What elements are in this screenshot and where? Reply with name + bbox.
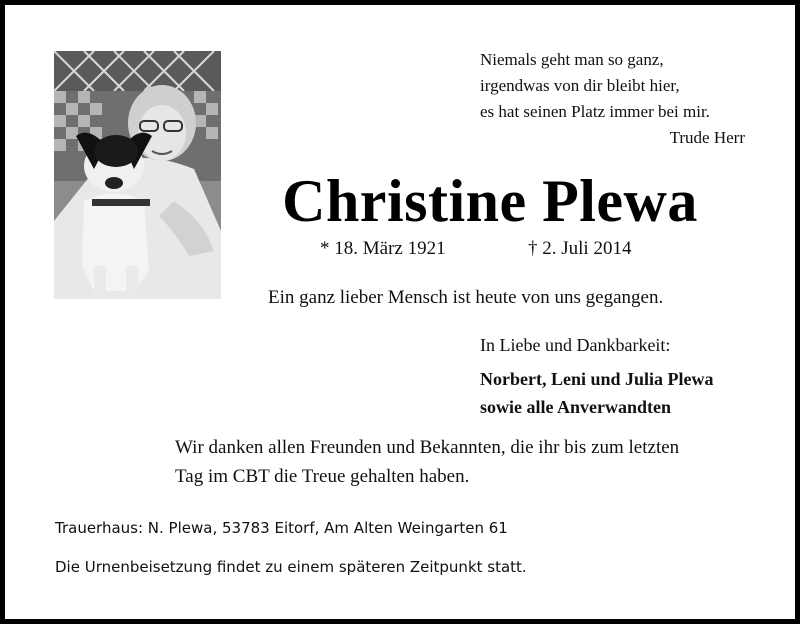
family-names: [480, 365, 714, 421]
gratitude-text: [175, 433, 765, 491]
poem: [480, 47, 710, 125]
poem-author: Trude Herr: [669, 128, 745, 147]
gratitude-line: Wir danken allen Freunden und Bekannten, die ihr bis zum letzten: [175, 437, 680, 458]
family-line: Norbert, Leni und Julia Plewa: [480, 369, 714, 389]
thanks-intro: In Liebe und Dankbarkeit:: [480, 335, 671, 355]
photo-illustration: [54, 51, 221, 299]
death-date: † 2. Juli 2014: [528, 238, 632, 259]
farewell-message: Ein ganz lieber Mensch ist heute von uns gegangen.: [268, 287, 664, 308]
poem-line: es hat seinen Platz immer bei mir.: [480, 102, 710, 121]
poem-line: Niemals geht man so ganz,: [480, 50, 664, 69]
poem-line: irgendwas von dir bleibt hier,: [480, 76, 680, 95]
mourning-house-address: Trauerhaus: N. Plewa, 53783 Eitorf, Am Alten Weingarten 61: [55, 519, 508, 537]
portrait-photo: [54, 51, 221, 299]
birth-date: * 18. März 1921: [320, 238, 446, 259]
deceased-name: Christine Plewa: [282, 168, 698, 234]
urn-burial-note: Die Urnenbeisetzung findet zu einem späteren Zeitpunkt statt.: [55, 558, 527, 576]
family-line: sowie alle Anverwandten: [480, 397, 671, 417]
gratitude-line: Tag im CBT die Treue gehalten haben.: [175, 466, 470, 487]
